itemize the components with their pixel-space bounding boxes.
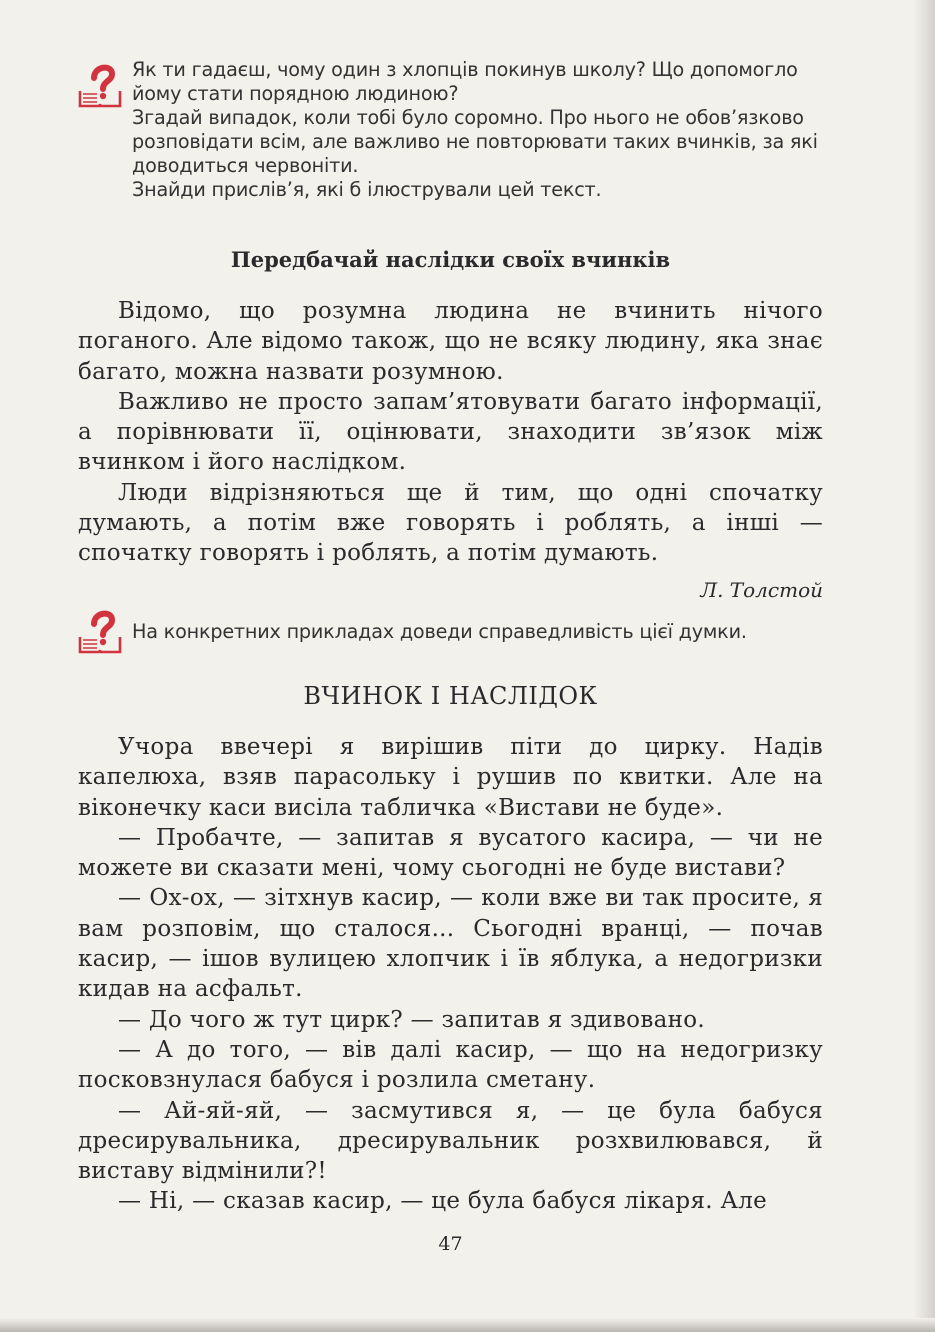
paragraph: Важливо не просто запам’ятовувати багато інформації, а порівнювати її, оцінювати, знаходити зв’язок між вчинком і його наслідком.: [78, 388, 823, 476]
question-book-icon: [78, 604, 122, 654]
question-text-2: [132, 604, 828, 644]
paragraph: — Ай-яй-яй, — засмутився я, — це була бабуся дресирувальника, дресирувальник розхвилювався, й виставу відмінили?!: [78, 1097, 823, 1185]
question-line: На конкретних прикладах доведи справедливість цієї думки.: [132, 620, 747, 643]
question-block-2: [78, 604, 828, 644]
paragraph: Люди відрізняються ще й тим, що одні спочатку думають, а потім вже говорять і роблять, а інші — спочатку говорять і роблять, а потім думають.: [78, 479, 823, 567]
question-block-1: [78, 58, 828, 202]
paragraph: — Ох-ох, — зітхнув касир, — коли вже ви так просите, я вам розповім, що сталося... Сьогодні вранці, — почав касир, — ішов вулицею хлопчик і їв яблука, а недогризки кидав на асфальт.: [78, 885, 823, 1003]
question-line: Як ти гадаєш, чому один з хлопців покинув школу? Що допомогло йому стати порядною людиною?: [132, 58, 798, 105]
paragraph: — Ні, — сказав касир, — це була бабуся лікаря. Але: [118, 1188, 768, 1215]
quote-author: Л. Толстой: [700, 578, 823, 602]
section-title: Передбачай наслідки своїх вчинків: [230, 247, 671, 272]
story-text: [78, 732, 823, 1217]
question-text-1: [132, 58, 828, 202]
story-title: ВЧИНОК І НАСЛІДОК: [303, 682, 598, 710]
question-line: Згадай випадок, коли тобі було соромно. Про нього не обов’язково розповідати всім, але важливо не повторювати таких вчинків, за які доводиться червоніти.: [132, 106, 818, 177]
paragraph: — До чого ж тут цирк? — запитав я здивовано.: [118, 1006, 705, 1033]
section-text: [78, 296, 823, 569]
page-number: 47: [438, 1233, 463, 1255]
paragraph: — Пробачте, — запитав я вусатого касира, — чи не можете ви сказати мені, чому сьогодні не буде вистави?: [78, 824, 823, 882]
paragraph: Відомо, що розумна людина не вчинить нічого поганого. Але відомо також, що не всяку людину, яка знає багато, можна назвати розумною.: [78, 298, 823, 385]
paragraph: — А до того, — вів далі касир, — що на недогризку посковзнулася бабуся і розлила сметану.: [78, 1036, 823, 1094]
question-line: Знайди прислів’я, які б ілюстрували цей текст.: [132, 178, 602, 201]
paragraph: Учора ввечері я вирішив піти до цирку. Надів капелюха, взяв парасольку і рушив по квитки. Але на віконечку каси висіла табличка «Вистави не буде».: [78, 734, 823, 821]
question-book-icon: [78, 58, 122, 108]
page-bottom-edge: [0, 1318, 935, 1332]
page-spine-shadow: [913, 0, 935, 1332]
